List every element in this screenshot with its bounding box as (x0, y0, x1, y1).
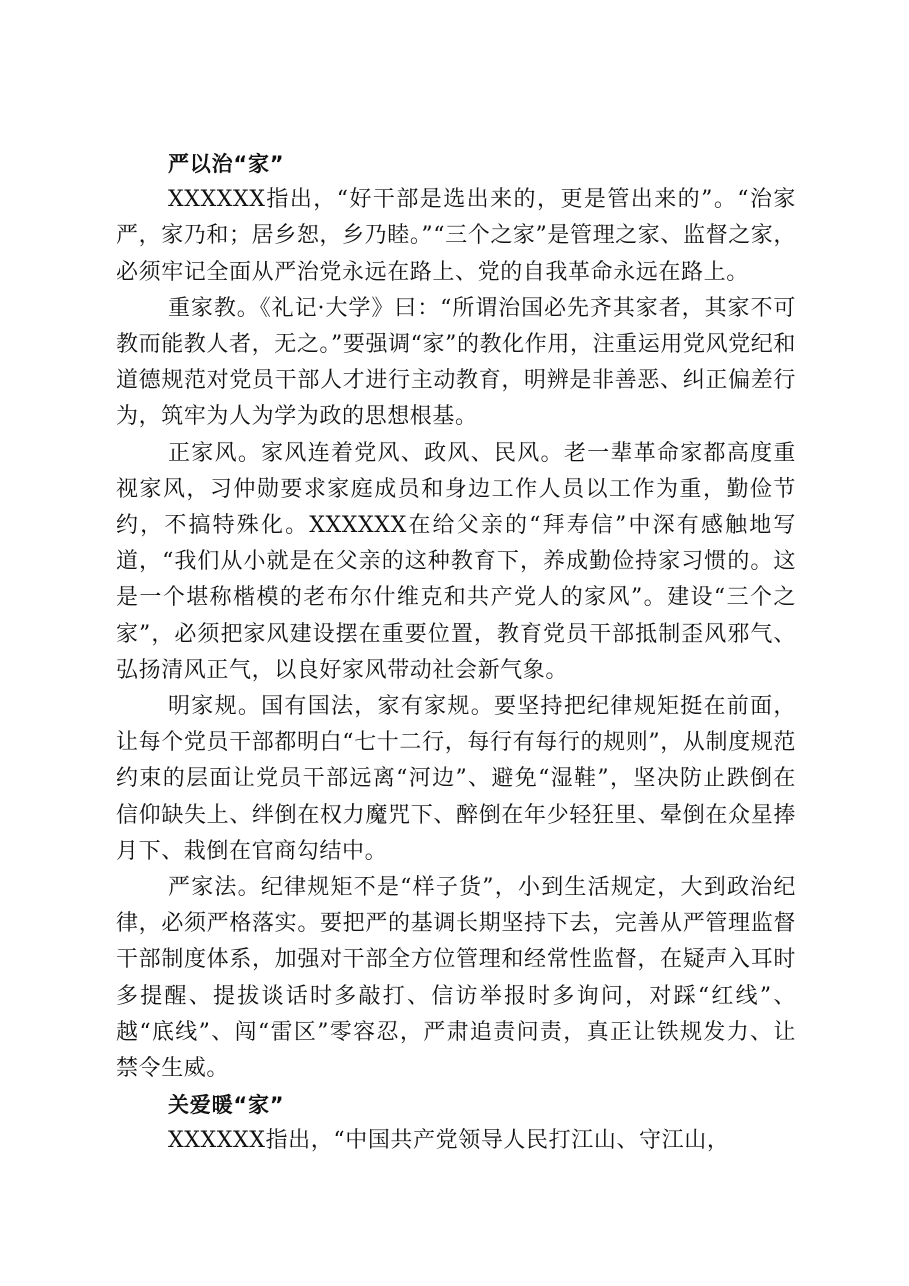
paragraph-family-rules: 明家规。国有国法，家有家规。要坚持把纪律规矩挺在前面，让每个党员干部都明白“七十二行，每行有每行的规则”，从制度规范约束的层面让党员干部远离“河边”、避免“湿鞋”，坚决防止跌倒在信仰缺失上、绊倒在权力魔咒下、醉倒在年少轻狂里、晕倒在众星捧月下、栽倒在官商勾结中。 (116, 694, 796, 864)
paragraph-intro: XXXXXX指出，“好干部是选出来的，更是管出来的”。“治家严，家乃和；居乡恕，乡乃睦。”“三个之家”是管理之家、监督之家，必须牢记全面从严治党永远在路上、党的自我革命永远在路上。 (116, 187, 796, 285)
paragraph-care-intro: XXXXXX指出，“中国共产党领导人民打江山、守江山， (168, 1128, 730, 1154)
paragraph-family-education: 重家教。《礼记·大学》曰：“所谓治国必先齐其家者，其家不可教而能教人者，无之。”要强调“家”的教化作用，注重运用党风党纪和道德规范对党员干部人才进行主动教育，明辨是非善恶、纠正偏差行为，筑牢为人为学为政的思想根基。 (116, 295, 796, 430)
paragraph-family-style: 正家风。家风连着党风、政风、民风。老一辈革命家都高度重视家风，习仲勋要求家庭成员和身边工作人员以工作为重，勤俭节约，不搞特殊化。XXXXXX在给父亲的“拜寿信”中深有感触地写道，“我们从小就是在父亲的这种教育下，养成勤俭持家习惯的。这是一个堪称楷模的老布尔什维克和共产党人的家风”。建设“三个之家”，必须把家风建设摆在重要位置，教育党员干部抵制歪风邪气、弘扬清风正气，以良好家风带动社会新气象。 (116, 440, 796, 683)
document-body (116, 146, 796, 1160)
paragraph-family-law: 严家法。纪律规矩不是“样子货”，小到生活规定，大到政治纪律，必须严格落实。要把严的基调长期坚持下去，完善从严管理监督干部制度体系，加强对干部全方位管理和经常性监督，在疑声入耳时多提醒、提拔谈话时多敲打、信访举报时多询问，对踩“红线”、越“底线”、闯“雷区”零容忍，严肃追责问责，真正让铁规发力、让禁令生威。 (116, 875, 796, 1082)
section-heading-strict-governance: 严以治“家” (168, 152, 285, 176)
section-heading-care-warmth: 关爱暖“家” (168, 1093, 285, 1118)
